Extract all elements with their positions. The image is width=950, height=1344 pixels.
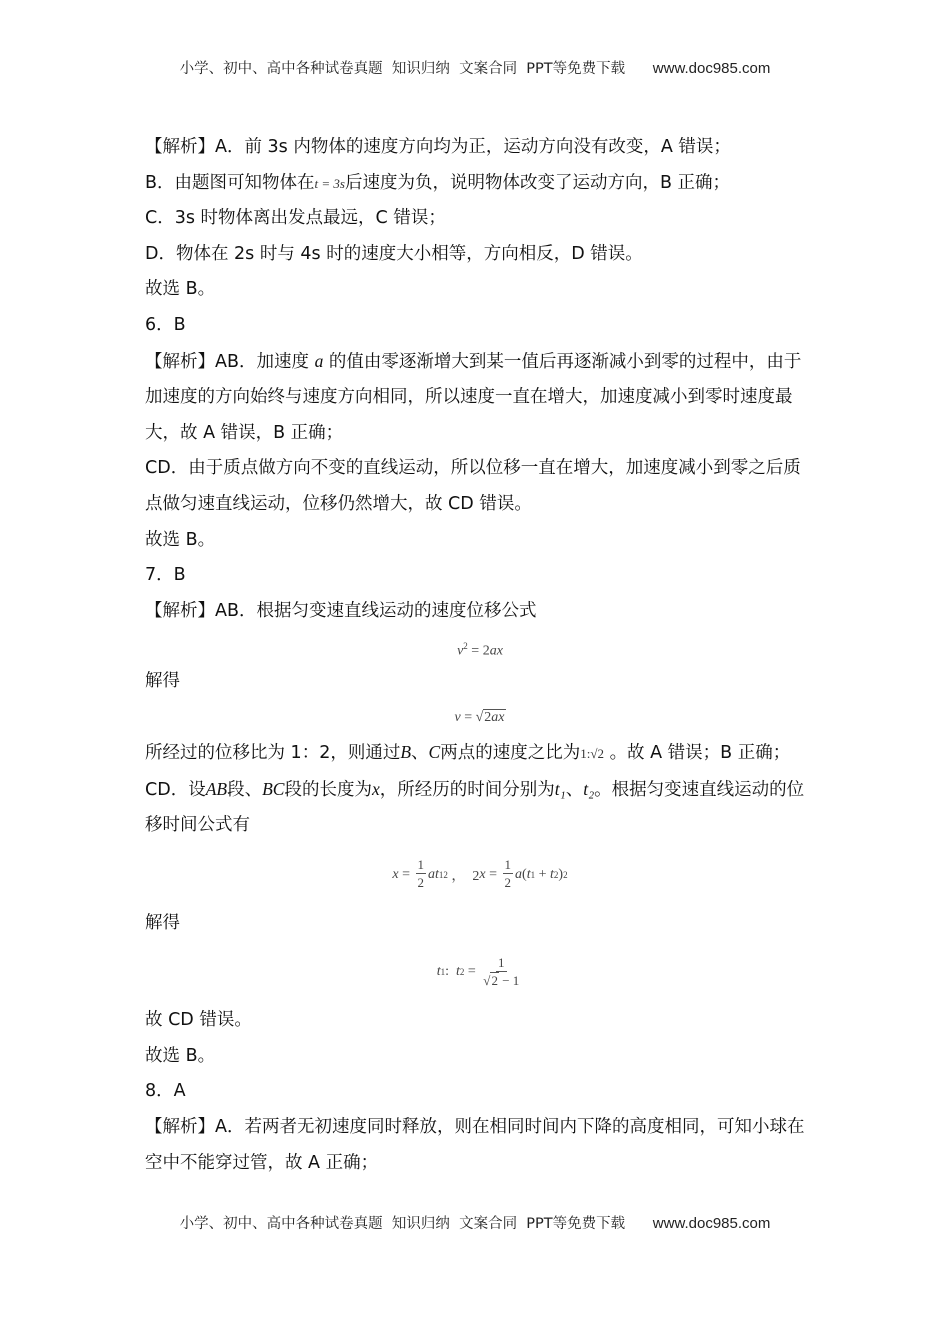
formula-time-ratio: t 1 : t 2 = $\frac{1}{√2 - 1}$: [436, 954, 520, 988]
q8-analysis-a: 【解析】A．若两者无初速度同时释放，则在相同时间内下降的高度相同，可知小球在空中不能穿过管，故 A 正确；: [145, 1117, 805, 1173]
q7-analysis-cd: CD．设AB段、BC段的长度为x，所经历的时间分别为t₁、t₂。根据匀变速直线运动的位移时间公式有: [145, 778, 805, 836]
q7-analysis-ab: 【解析】AB．根据匀变速直线运动的速度位移公式: [145, 600, 537, 621]
q7-answer: 故选 B。: [145, 1045, 216, 1066]
q5-answer: 故选 B。: [145, 279, 216, 300]
header-url[interactable]: www.doc985.com: [652, 60, 771, 77]
q8-title: 8．A: [145, 1081, 186, 1102]
header-text: 小学、初中、高中各种试卷真题 知识归纳 文案合同 PPT等免费下载: [179, 61, 626, 77]
q5-analysis-a: 【解析】A．前 3s 内物体的速度方向均为正，运动方向没有改变，A 错误；: [145, 137, 731, 157]
page-header: [0, 57, 950, 78]
q5-analysis-b: B．由题图可知物体在t = 3s后速度为负，说明物体改变了运动方向，B 正确；: [145, 172, 731, 193]
document-body: [145, 130, 815, 1181]
q6-answer: 故选 B。: [145, 529, 216, 550]
q7-ratio-text: 所经过的位移比为 1：2，则通过B、C两点的速度之比为1:√2 。故 A 错误；B 正确；: [145, 741, 791, 763]
q6-analysis-cd: CD．由于质点做方向不变的直线运动，所以位移一直在增大，加速度减小到零之后质点做匀速直线运动，位移仍然增大，故 CD 错误。: [145, 458, 801, 514]
q7-conclusion: 故 CD 错误。: [145, 1010, 252, 1031]
q7-title: 7．B: [145, 565, 186, 586]
q7-solve-label-2: 解得: [145, 912, 180, 933]
formula-displacement-time: x = $\frac{1}{2}$ at 1 2 ， 2 x = $\frac{1}{2}$ a ( t 1 + t 2 ) 2: [392, 857, 568, 891]
q5-analysis-c: C．3s 时物体离出发点最远，C 错误；: [145, 208, 446, 229]
q7-solve-label-1: 解得: [145, 671, 180, 692]
q6-analysis-ab: 【解析】AB．加速度 a 的值由零逐渐增大到某一值后再逐渐减小到零的过程中，由于加速度的方向始终与速度方向相同，所以速度一直在增大，加速度减小到零时速度最大，故 A 错误，B 正确；: [145, 350, 802, 443]
formula-velocity-displacement: $v^2 = 2ax$: [457, 641, 503, 659]
formula-velocity: v = √2ax: [454, 709, 505, 725]
page-footer: [0, 1212, 950, 1233]
q5-analysis-d: D．物体在 2s 时与 4s 时的速度大小相等，方向相反，D 错误。: [145, 243, 643, 264]
footer-url[interactable]: www.doc985.com: [652, 1215, 771, 1232]
inline-formula-t: t = 3s: [314, 175, 345, 191]
q6-title: 6．B: [145, 314, 186, 335]
footer-text: 小学、初中、高中各种试卷真题 知识归纳 文案合同 PPT等免费下载: [179, 1216, 626, 1232]
inline-formula-ratio: 1:√2: [580, 745, 604, 761]
